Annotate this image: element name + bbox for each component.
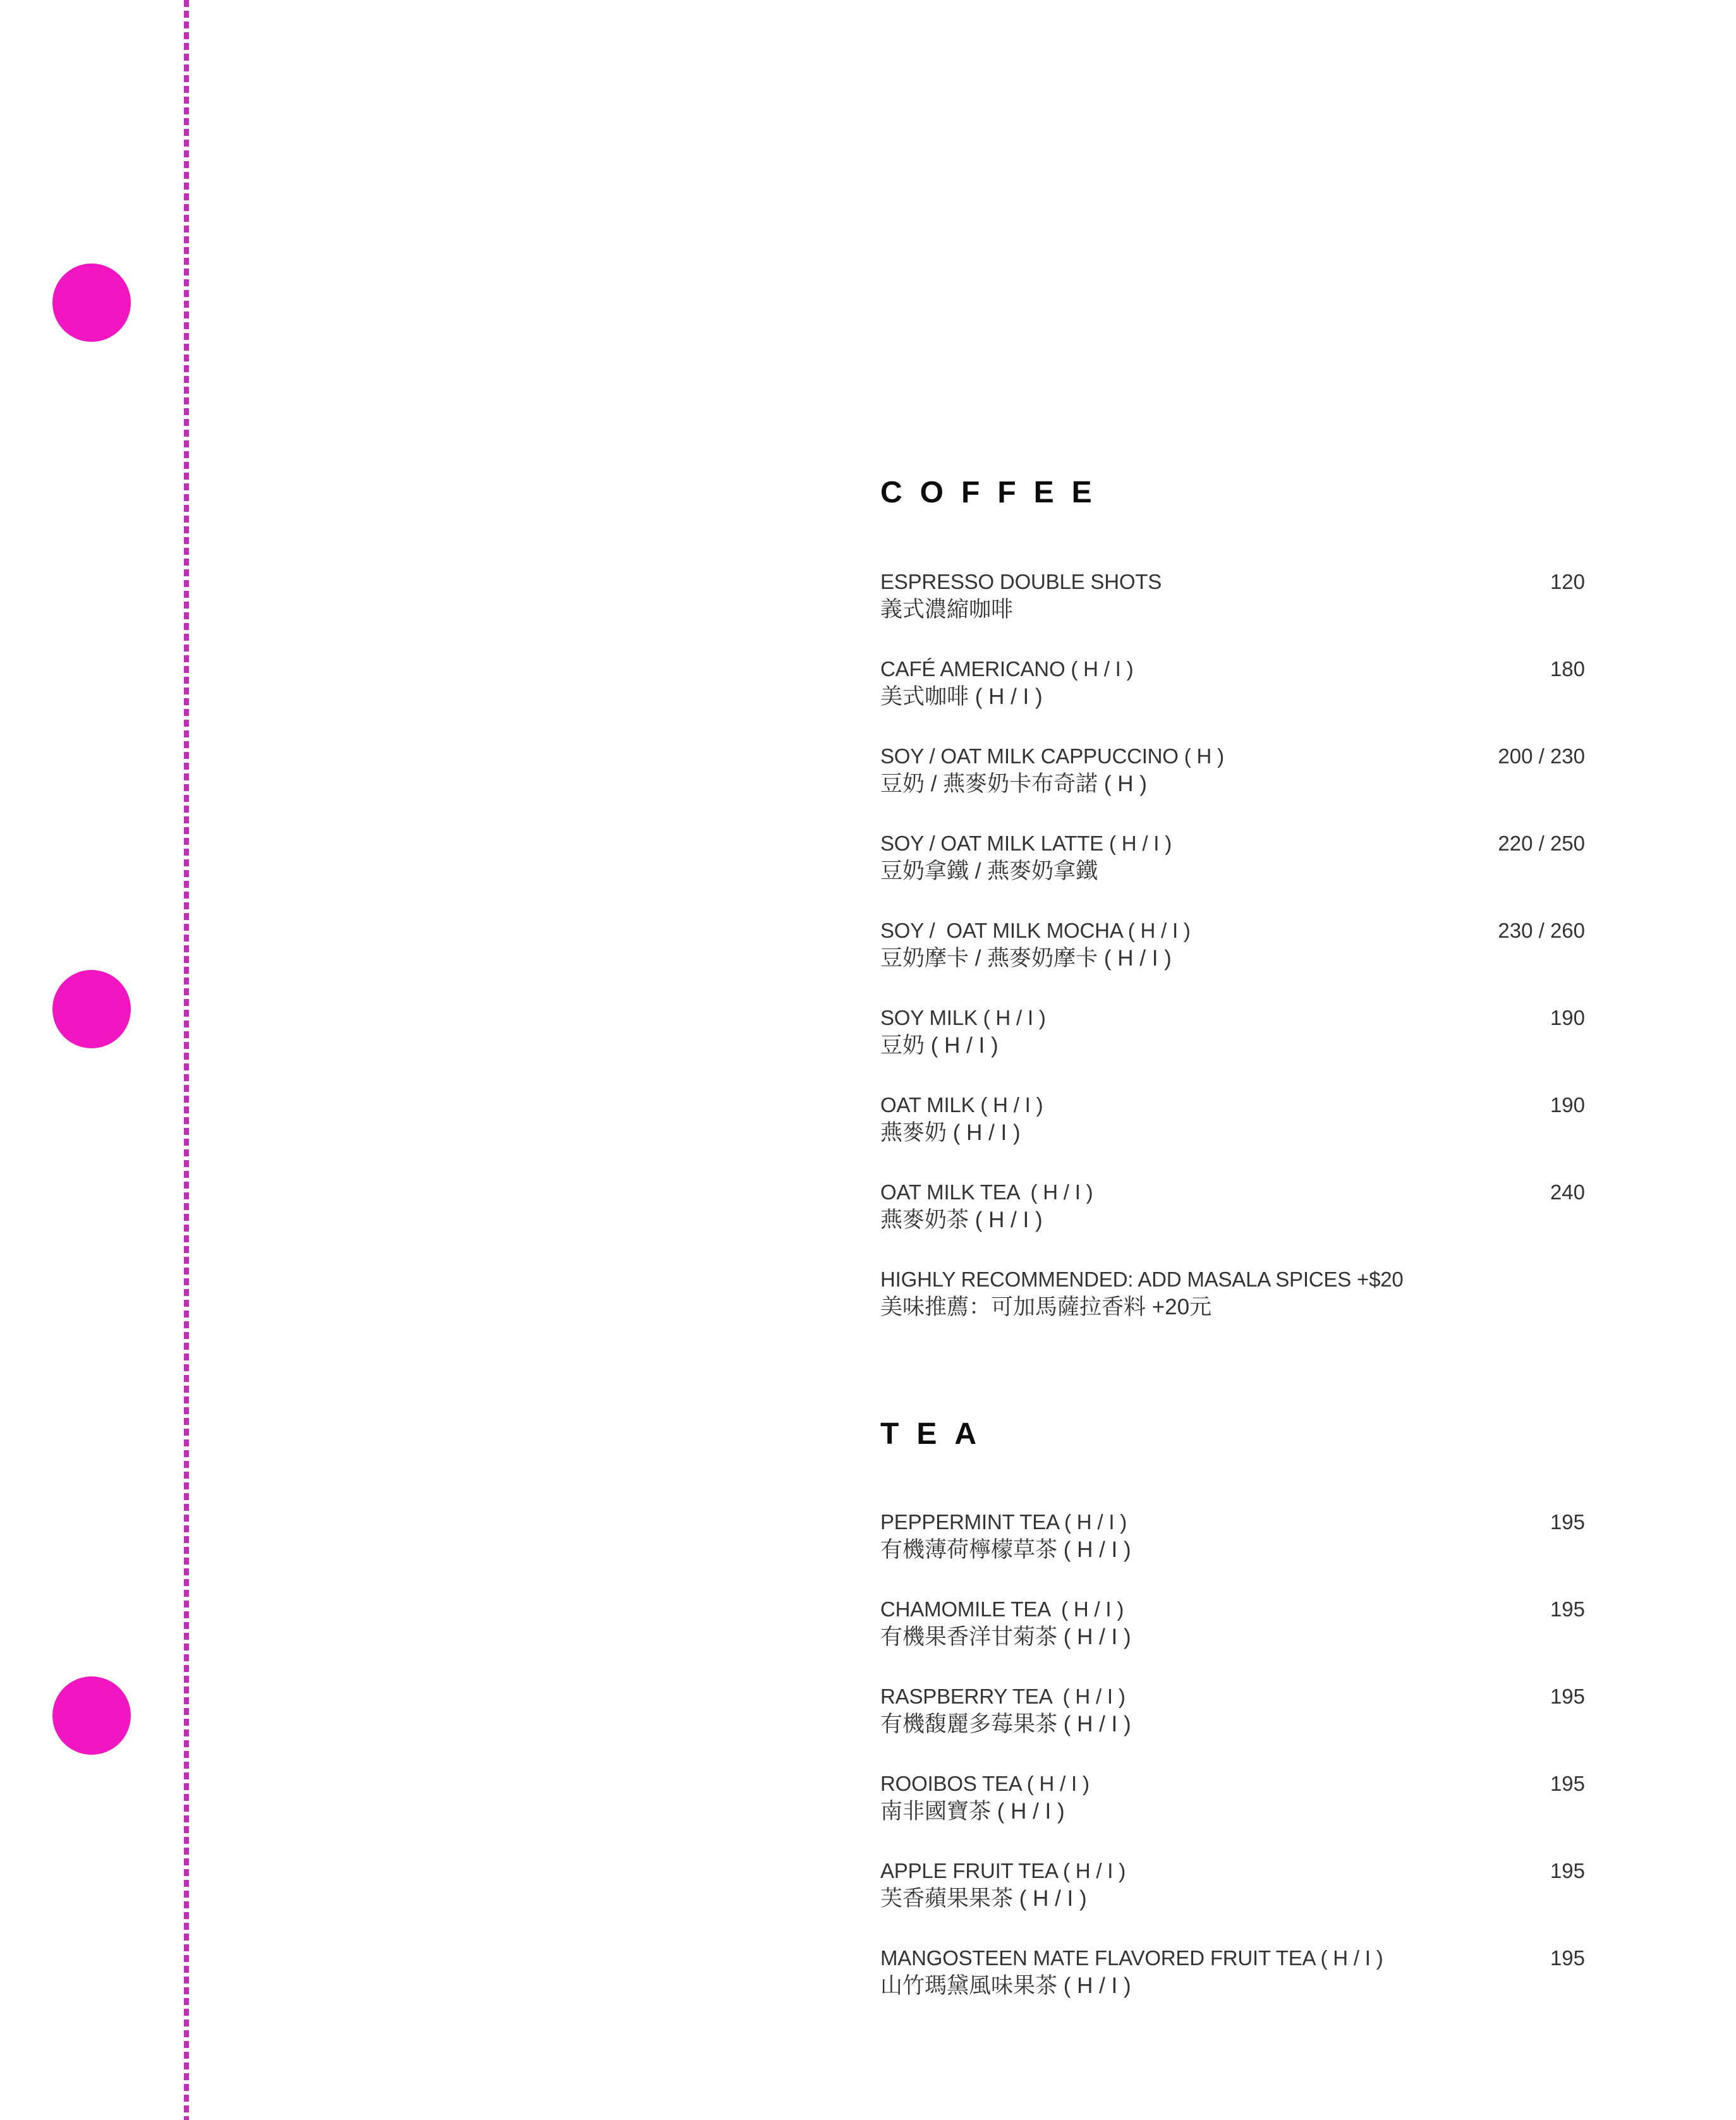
item-name-zh: 有機薄荷檸檬草茶 ( H / I ) — [880, 1537, 1131, 1562]
item-name-en: SOY / OAT MILK LATTE ( H / I ) — [880, 832, 1172, 855]
item-name-en: ROOIBOS TEA ( H / I ) — [880, 1772, 1090, 1795]
item-name-zh: 豆奶 ( H / I ) — [880, 1033, 999, 1058]
item-name-zh: 豆奶 / 燕麥奶卡布奇諾 ( H ) — [880, 772, 1147, 796]
item-price: 190 — [1550, 1093, 1585, 1117]
item-price: 195 — [1550, 1510, 1585, 1534]
item-name-zh: 有機馥麗多莓果茶 ( H / I ) — [880, 1712, 1131, 1736]
item-price: 195 — [1550, 1597, 1585, 1621]
item-name-zh: 有機果香洋甘菊茶 ( H / I ) — [880, 1625, 1131, 1649]
item-price: 230 / 260 — [1498, 919, 1585, 942]
dotted-divider-line — [184, 0, 189, 2120]
pink-dot-2 — [52, 970, 131, 1048]
item-name-en: MANGOSTEEN MATE FLAVORED FRUIT TEA ( H / I ) — [880, 1946, 1383, 1970]
item-price: 180 — [1550, 657, 1585, 681]
item-name-en: OAT MILK TEA ( H / I ) — [880, 1180, 1093, 1204]
menu-item-oat-milk — [880, 1091, 1585, 1147]
item-name-zh: 豆奶摩卡 / 燕麥奶摩卡 ( H / I ) — [880, 946, 1172, 971]
item-price: 120 — [1550, 570, 1585, 593]
item-name-en: CHAMOMILE TEA ( H / I ) — [880, 1597, 1124, 1621]
menu-item-rooibos-tea — [880, 1770, 1585, 1826]
item-name-en: PEPPERMINT TEA ( H / I ) — [880, 1510, 1127, 1534]
coffee-section — [880, 478, 1585, 1321]
pink-dot-3 — [52, 1676, 131, 1755]
item-price: 200 / 230 — [1498, 744, 1585, 768]
menu-item-mangosteen-fruit-tea — [880, 1944, 1585, 2000]
item-name-en: RASPBERRY TEA ( H / I ) — [880, 1685, 1126, 1708]
menu-item-apple-fruit-tea — [880, 1857, 1585, 1913]
item-name-zh: 燕麥奶 ( H / I ) — [880, 1120, 1021, 1145]
menu-item-mocha — [880, 917, 1585, 972]
item-name-zh: 豆奶拿鐵 / 燕麥奶拿鐵 — [880, 859, 1098, 883]
item-name-en: SOY / OAT MILK CAPPUCCINO ( H ) — [880, 744, 1224, 768]
coffee-section-title: COFFEE — [880, 476, 1110, 509]
menu-content — [880, 478, 1585, 2032]
item-name-zh: 芙香蘋果果茶 ( H / I ) — [880, 1886, 1087, 1911]
menu-item-latte — [880, 830, 1585, 885]
menu-item-oat-milk-tea — [880, 1178, 1585, 1234]
note-text-en: HIGHLY RECOMMENDED: ADD MASALA SPICES +$20 — [880, 1268, 1404, 1291]
menu-item-raspberry-tea — [880, 1683, 1585, 1738]
item-price: 195 — [1550, 1859, 1585, 1882]
item-name-en: ESPRESSO DOUBLE SHOTS — [880, 570, 1162, 593]
item-price: 220 / 250 — [1498, 832, 1585, 855]
menu-item-soy-milk — [880, 1004, 1585, 1060]
menu-item-espresso — [880, 568, 1585, 624]
pink-dot-1 — [52, 263, 131, 342]
item-price: 195 — [1550, 1946, 1585, 1970]
item-name-en: SOY MILK ( H / I ) — [880, 1006, 1046, 1029]
menu-item-peppermint-tea — [880, 1508, 1585, 1564]
menu-item-cappuccino — [880, 742, 1585, 798]
item-price: 195 — [1550, 1685, 1585, 1708]
item-name-zh: 義式濃縮咖啡 — [880, 597, 1014, 622]
note-text-zh: 美味推薦：可加馬薩拉香料 +20元 — [880, 1295, 1212, 1319]
masala-recommendation-note — [880, 1266, 1585, 1321]
item-name-en: APPLE FRUIT TEA ( H / I ) — [880, 1859, 1126, 1882]
item-price: 240 — [1550, 1180, 1585, 1204]
item-name-en: CAFÉ AMERICANO ( H / I ) — [880, 657, 1134, 681]
item-name-zh: 美式咖啡 ( H / I ) — [880, 684, 1043, 709]
tea-section-title: TEA — [880, 1417, 994, 1451]
menu-item-cafe-americano — [880, 655, 1585, 711]
item-price: 195 — [1550, 1772, 1585, 1795]
item-name-en: SOY / OAT MILK MOCHA ( H / I ) — [880, 919, 1191, 942]
item-name-en: OAT MILK ( H / I ) — [880, 1093, 1043, 1117]
item-name-zh: 燕麥奶茶 ( H / I ) — [880, 1208, 1043, 1232]
item-price: 190 — [1550, 1006, 1585, 1029]
menu-item-chamomile-tea — [880, 1596, 1585, 1651]
tea-section — [880, 1419, 1585, 2000]
item-name-zh: 山竹瑪黛風味果茶 ( H / I ) — [880, 1973, 1131, 1998]
item-name-zh: 南非國寶茶 ( H / I ) — [880, 1799, 1065, 1824]
